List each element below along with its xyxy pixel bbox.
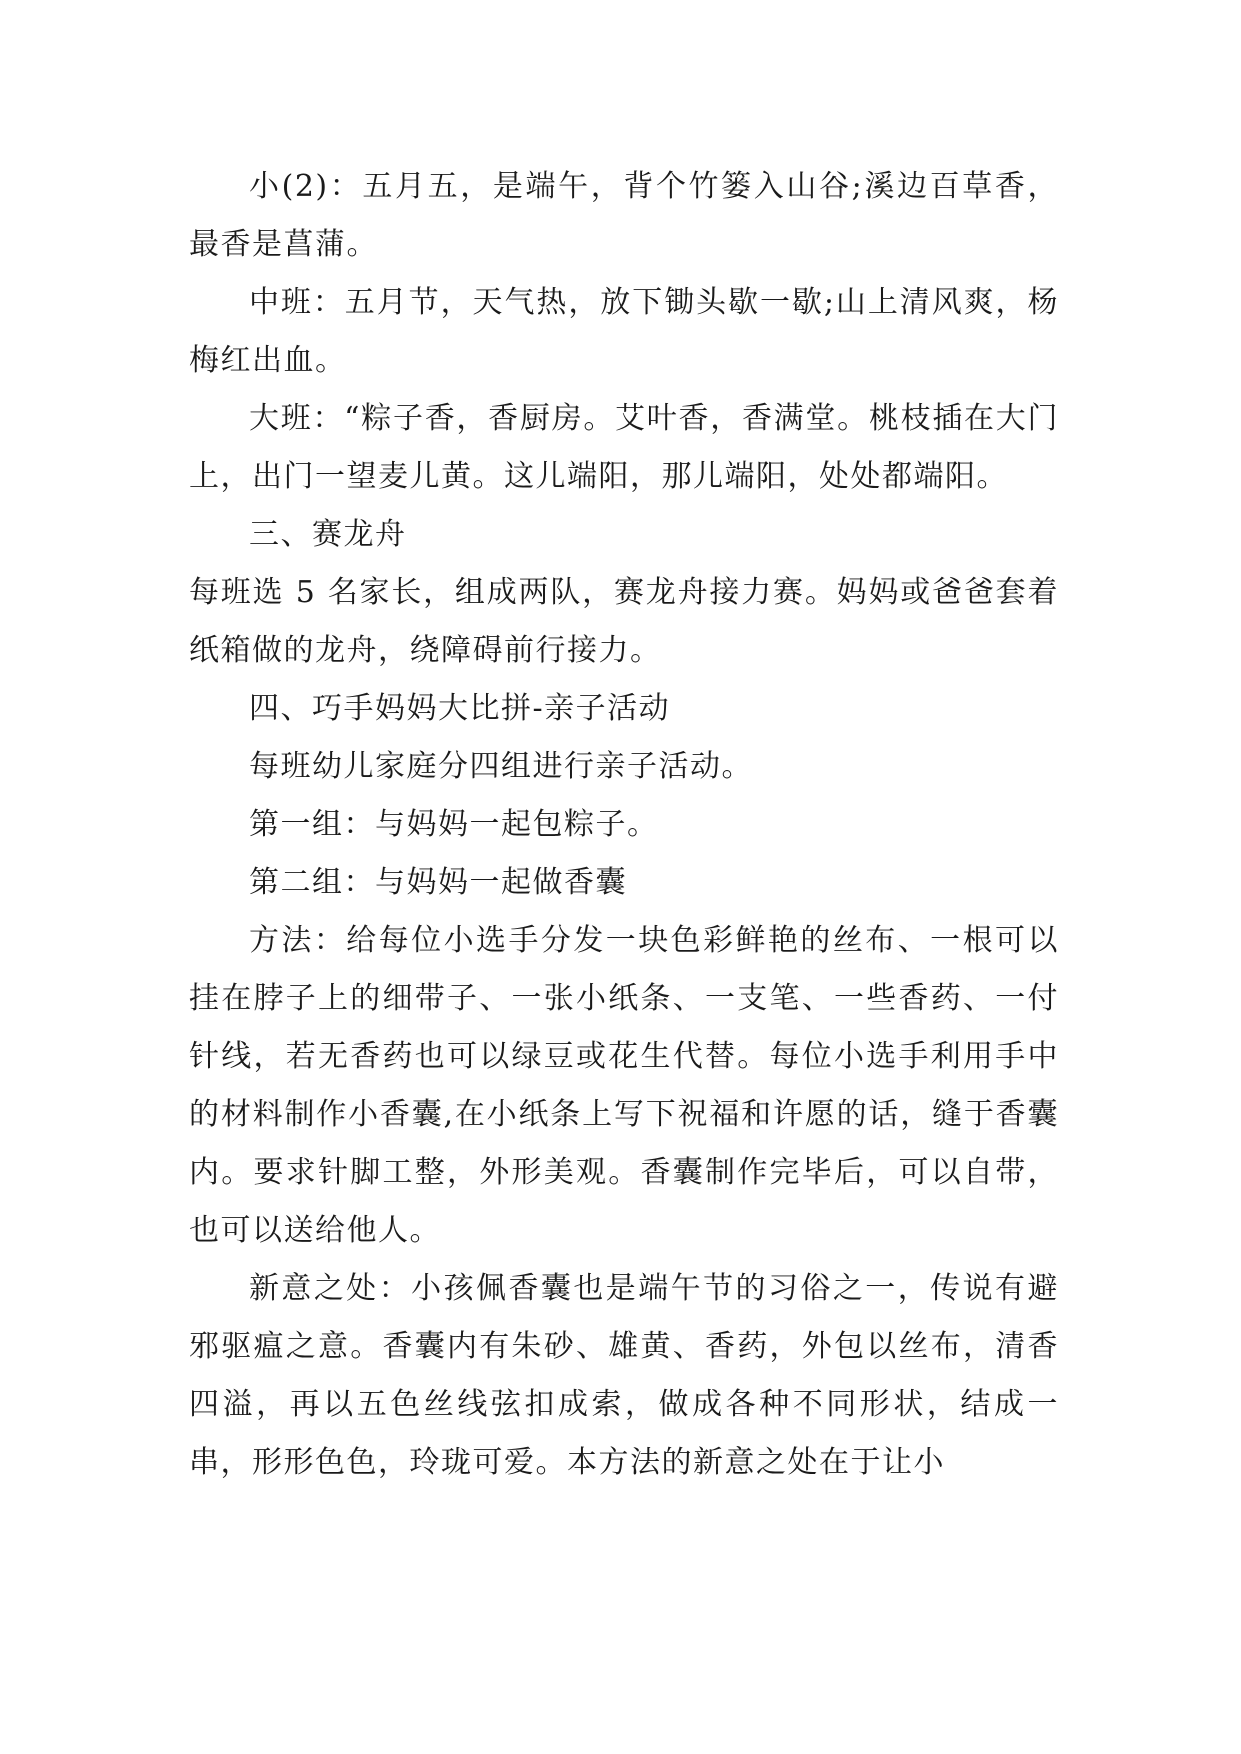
document-page — [189, 158, 1059, 1492]
paragraph-method: 方法：给每位小选手分发一块色彩鲜艳的丝布、一根可以挂在脖子上的细带子、一张小纸条、一支笔、一些香药、一付针线，若无香药也可以绿豆或花生代替。每位小选手利用手中的材料制作小香囊,在小纸条上写下祝福和许愿的话，缝于香囊内。要求针脚工整，外形美观。香囊制作完毕后，可以自带，也可以送给他人。 — [189, 923, 1059, 1248]
paragraph-family-groups: 每班幼儿家庭分四组进行亲子活动。 — [249, 749, 753, 784]
section-heading-dragon-boat: 三、赛龙舟 — [249, 517, 407, 552]
section-heading-parent-child: 四、巧手妈妈大比拼-亲子活动 — [249, 691, 671, 726]
paragraph-group-two: 第二组：与妈妈一起做香囊 — [249, 865, 627, 900]
paragraph-group-one: 第一组：与妈妈一起包粽子。 — [249, 807, 659, 842]
paragraph-class-middle: 中班：五月节，天气热，放下锄头歇一歇;山上清风爽，杨梅红出血。 — [189, 285, 1059, 378]
paragraph-dragon-boat-race: 每班选 5 名家长，组成两队，赛龙舟接力赛。妈妈或爸爸套着纸箱做的龙舟，绕障碍前行接力。 — [189, 575, 1059, 668]
paragraph-novelty: 新意之处：小孩佩香囊也是端午节的习俗之一，传说有避邪驱瘟之意。香囊内有朱砂、雄黄、香药，外包以丝布，清香四溢，再以五色丝线弦扣成索，做成各种不同形状，结成一串，形形色色，玲珑可爱。本方法的新意之处在于让小 — [189, 1271, 1059, 1480]
paragraph-class-big: 大班：“粽子香，香厨房。艾叶香，香满堂。桃枝插在大门上，出门一望麦儿黄。这儿端阳，那儿端阳，处处都端阳。 — [189, 401, 1059, 494]
paragraph-class-small-2: 小(2)：五月五，是端午，背个竹篓入山谷;溪边百草香，最香是菖蒲。 — [189, 169, 1059, 262]
